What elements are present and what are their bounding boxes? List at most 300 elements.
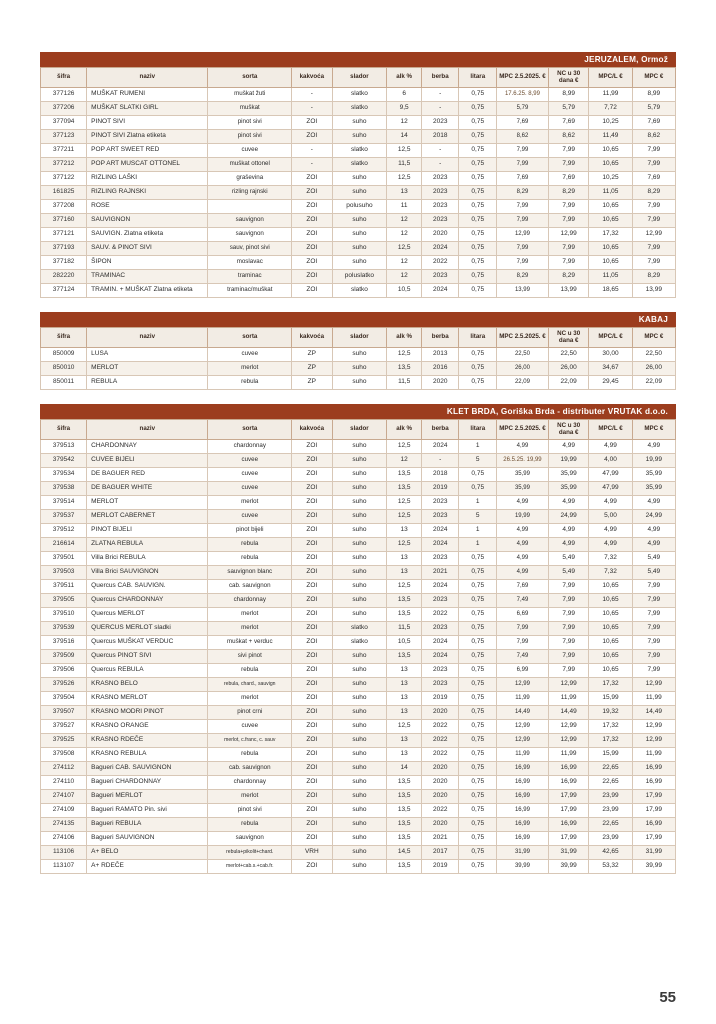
cell-sifra: 379538 — [41, 482, 87, 496]
cell-naziv: QUERCUS MERLOT sladki — [87, 622, 208, 636]
cell-kakvoca: ZOI — [292, 678, 332, 692]
column-header: slador — [332, 328, 387, 348]
cell-mpc: 17,99 — [632, 832, 675, 846]
table-row — [41, 720, 676, 734]
cell-kakvoca: - — [292, 88, 332, 102]
cell-kakvoca: ZOI — [292, 622, 332, 636]
cell-slador: suho — [332, 818, 387, 832]
cell-berba: 2020 — [421, 818, 459, 832]
cell-kakvoca: ZOI — [292, 116, 332, 130]
cell-naziv: SAUV. & PINOT SIVI — [87, 242, 208, 256]
cell-kakvoca: ZOI — [292, 482, 332, 496]
cell-mpcl: 15,99 — [589, 692, 632, 706]
section-title: KABAJ — [40, 312, 676, 327]
cell-kakvoca: ZOI — [292, 566, 332, 580]
cell-slador: poluslatko — [332, 270, 387, 284]
table-row — [41, 818, 676, 832]
column-header: MPC 2.5.2025. € — [497, 68, 549, 88]
cell-mpc: 7,99 — [632, 144, 675, 158]
cell-sorta: muškat + verduc — [208, 636, 292, 650]
cell-berba: 2022 — [421, 256, 459, 270]
cell-sifra: 377208 — [41, 200, 87, 214]
table-row — [41, 734, 676, 748]
cell-sorta: merlot — [208, 608, 292, 622]
cell-berba: 2023 — [421, 200, 459, 214]
cell-kakvoca: ZOI — [292, 552, 332, 566]
cell-naziv: Bagueri CAB. SAUVIGNON — [87, 762, 208, 776]
cell-litara: 5 — [459, 454, 497, 468]
cell-slador: suho — [332, 116, 387, 130]
cell-kakvoca: ZOI — [292, 734, 332, 748]
cell-berba: 2020 — [421, 776, 459, 790]
table-row — [41, 510, 676, 524]
cell-sifra: 379503 — [41, 566, 87, 580]
column-header: kakvoća — [292, 328, 332, 348]
cell-nc30: 7,99 — [548, 158, 588, 172]
cell-slador: suho — [332, 440, 387, 454]
cell-berba: 2023 — [421, 594, 459, 608]
cell-slador: suho — [332, 376, 387, 390]
cell-naziv: PINOT SIVI Zlatna etiketa — [87, 130, 208, 144]
cell-litara: 0,75 — [459, 214, 497, 228]
table-header-row — [41, 68, 676, 88]
cell-nc30: 5,49 — [548, 566, 588, 580]
column-header: naziv — [87, 328, 208, 348]
cell-sifra: 377121 — [41, 228, 87, 242]
table-row — [41, 566, 676, 580]
cell-berba: 2024 — [421, 284, 459, 298]
cell-kakvoca: ZOI — [292, 468, 332, 482]
cell-mpcl: 10,65 — [589, 664, 632, 678]
table-row — [41, 102, 676, 116]
cell-naziv: CHARDONNAY — [87, 440, 208, 454]
cell-slador: suho — [332, 538, 387, 552]
cell-sifra: 377193 — [41, 242, 87, 256]
cell-naziv: Bagueri RAMATO Pin. sivi — [87, 804, 208, 818]
cell-sorta: cuvee — [208, 720, 292, 734]
cell-mpcl: 47,99 — [589, 482, 632, 496]
cell-mpc: 16,99 — [632, 762, 675, 776]
cell-berba: - — [421, 144, 459, 158]
cell-litara: 0,75 — [459, 818, 497, 832]
price-table — [40, 327, 676, 390]
cell-sorta: sauvignon blanc — [208, 566, 292, 580]
cell-litara: 0,75 — [459, 468, 497, 482]
cell-nc30: 8,62 — [548, 130, 588, 144]
cell-slador: suho — [332, 832, 387, 846]
cell-mpcl: 10,65 — [589, 608, 632, 622]
cell-mpc: 7,99 — [632, 214, 675, 228]
cell-kakvoca: - — [292, 102, 332, 116]
cell-alk: 12,5 — [387, 580, 422, 594]
sections-container — [40, 52, 676, 874]
cell-alk: 14 — [387, 762, 422, 776]
cell-litara: 0,75 — [459, 734, 497, 748]
cell-litara: 0,75 — [459, 762, 497, 776]
table-row — [41, 158, 676, 172]
table-row — [41, 200, 676, 214]
cell-kakvoca: ZOI — [292, 242, 332, 256]
cell-sifra: 274135 — [41, 818, 87, 832]
cell-kakvoca: ZP — [292, 348, 332, 362]
cell-mpc_old: 7,99 — [497, 636, 549, 650]
cell-kakvoca: ZOI — [292, 228, 332, 242]
cell-naziv: PINOT BIJELI — [87, 524, 208, 538]
cell-mpc_old: 13,99 — [497, 284, 549, 298]
cell-sifra: 379510 — [41, 608, 87, 622]
cell-mpcl: 17,32 — [589, 720, 632, 734]
cell-slador: suho — [332, 482, 387, 496]
cell-litara: 0,75 — [459, 594, 497, 608]
cell-alk: 13 — [387, 748, 422, 762]
cell-berba: 2020 — [421, 762, 459, 776]
cell-naziv: MERLOT CABERNET — [87, 510, 208, 524]
cell-mpcl: 10,25 — [589, 116, 632, 130]
cell-slador: suho — [332, 748, 387, 762]
cell-naziv: POP ART SWEET RED — [87, 144, 208, 158]
table-row — [41, 636, 676, 650]
cell-slador: suho — [332, 692, 387, 706]
cell-berba: 2021 — [421, 566, 459, 580]
table-row — [41, 468, 676, 482]
cell-kakvoca: VRH — [292, 846, 332, 860]
cell-alk: 13 — [387, 734, 422, 748]
cell-mpc_old: 19,99 — [497, 510, 549, 524]
cell-naziv: LUSA — [87, 348, 208, 362]
cell-alk: 13,5 — [387, 362, 422, 376]
column-header: berba — [421, 328, 459, 348]
cell-sorta: pinot sivi — [208, 130, 292, 144]
cell-sorta: rebula — [208, 376, 292, 390]
cell-litara: 0,75 — [459, 776, 497, 790]
column-header: naziv — [87, 420, 208, 440]
cell-sifra: 850010 — [41, 362, 87, 376]
table-row — [41, 144, 676, 158]
cell-mpcl: 5,00 — [589, 510, 632, 524]
cell-slador: suho — [332, 650, 387, 664]
cell-sorta: chardonnay — [208, 776, 292, 790]
cell-sifra: 377123 — [41, 130, 87, 144]
cell-mpc: 7,99 — [632, 608, 675, 622]
cell-nc30: 7,99 — [548, 650, 588, 664]
cell-nc30: 7,99 — [548, 594, 588, 608]
cell-naziv: MUŠKAT RUMENI — [87, 88, 208, 102]
cell-mpc: 8,99 — [632, 88, 675, 102]
cell-nc30: 31,99 — [548, 846, 588, 860]
cell-slador: slatko — [332, 622, 387, 636]
page-number: 55 — [659, 989, 676, 1006]
cell-sorta: muškat ottonel — [208, 158, 292, 172]
column-header: NC u 30 dana € — [548, 420, 588, 440]
cell-mpcl: 10,65 — [589, 158, 632, 172]
cell-sorta: sauvignon — [208, 214, 292, 228]
cell-mpc_old: 16,99 — [497, 818, 549, 832]
cell-nc30: 8,29 — [548, 270, 588, 284]
table-header-row — [41, 328, 676, 348]
cell-mpcl: 47,99 — [589, 468, 632, 482]
cell-litara: 0,75 — [459, 130, 497, 144]
cell-mpc: 5,49 — [632, 552, 675, 566]
cell-mpc: 17,99 — [632, 790, 675, 804]
cell-sifra: 377160 — [41, 214, 87, 228]
cell-sorta: rebula — [208, 818, 292, 832]
table-row — [41, 440, 676, 454]
cell-naziv: RIZLING LAŠKI — [87, 172, 208, 186]
cell-sifra: 379534 — [41, 468, 87, 482]
cell-litara: 0,75 — [459, 860, 497, 874]
table-row — [41, 790, 676, 804]
table-row — [41, 256, 676, 270]
cell-mpcl: 23,99 — [589, 790, 632, 804]
section — [40, 312, 676, 390]
cell-naziv: Bagueri REBULA — [87, 818, 208, 832]
cell-mpc: 7,99 — [632, 650, 675, 664]
cell-mpc: 12,99 — [632, 734, 675, 748]
cell-slador: suho — [332, 664, 387, 678]
cell-mpc: 17,99 — [632, 804, 675, 818]
cell-slador: suho — [332, 608, 387, 622]
column-header: berba — [421, 420, 459, 440]
cell-litara: 0,75 — [459, 804, 497, 818]
cell-alk: 12 — [387, 454, 422, 468]
cell-naziv: A+ BELO — [87, 846, 208, 860]
cell-slador: suho — [332, 256, 387, 270]
cell-sorta: cuvee — [208, 468, 292, 482]
cell-berba: 2019 — [421, 860, 459, 874]
cell-mpc: 7,99 — [632, 594, 675, 608]
cell-sorta: merlot+cab.s.+cab.fr. — [208, 860, 292, 874]
cell-sorta: traminac/muškat — [208, 284, 292, 298]
cell-slador: suho — [332, 130, 387, 144]
table-row — [41, 172, 676, 186]
cell-mpc: 7,99 — [632, 256, 675, 270]
cell-sifra: 379501 — [41, 552, 87, 566]
cell-alk: 12,5 — [387, 720, 422, 734]
cell-mpc_old: 11,99 — [497, 692, 549, 706]
cell-mpcl: 11,05 — [589, 186, 632, 200]
cell-nc30: 4,99 — [548, 440, 588, 454]
cell-mpc_old: 7,99 — [497, 158, 549, 172]
cell-alk: 12,5 — [387, 538, 422, 552]
cell-sorta: cuvee — [208, 348, 292, 362]
cell-kakvoca: ZOI — [292, 720, 332, 734]
cell-litara: 0,75 — [459, 552, 497, 566]
cell-nc30: 8,29 — [548, 186, 588, 200]
column-header: litara — [459, 68, 497, 88]
cell-alk: 6 — [387, 88, 422, 102]
cell-litara: 0,75 — [459, 242, 497, 256]
cell-mpc_old: 7,99 — [497, 256, 549, 270]
cell-naziv: Villa Brici REBULA — [87, 552, 208, 566]
cell-litara: 1 — [459, 538, 497, 552]
column-header: MPC/L € — [589, 328, 632, 348]
cell-mpc: 12,99 — [632, 678, 675, 692]
cell-alk: 12,5 — [387, 242, 422, 256]
cell-alk: 12 — [387, 270, 422, 284]
cell-nc30: 12,99 — [548, 734, 588, 748]
cell-sifra: 274110 — [41, 776, 87, 790]
cell-mpc_old: 7,69 — [497, 172, 549, 186]
cell-kakvoca: ZOI — [292, 594, 332, 608]
cell-berba: 2018 — [421, 130, 459, 144]
cell-sorta: muškat — [208, 102, 292, 116]
cell-slador: suho — [332, 734, 387, 748]
cell-kakvoca: ZOI — [292, 580, 332, 594]
cell-sifra: 377126 — [41, 88, 87, 102]
cell-sorta: pinot crni — [208, 706, 292, 720]
cell-alk: 11,5 — [387, 622, 422, 636]
cell-naziv: TRAMINAC — [87, 270, 208, 284]
cell-sifra: 379542 — [41, 454, 87, 468]
cell-sorta: sauvignon — [208, 228, 292, 242]
cell-kakvoca: ZOI — [292, 200, 332, 214]
cell-litara: 0,75 — [459, 608, 497, 622]
cell-slador: suho — [332, 552, 387, 566]
cell-berba: 2013 — [421, 348, 459, 362]
cell-nc30: 7,99 — [548, 608, 588, 622]
cell-sifra: 850009 — [41, 348, 87, 362]
cell-litara: 0,75 — [459, 158, 497, 172]
cell-nc30: 12,99 — [548, 678, 588, 692]
cell-sifra: 379516 — [41, 636, 87, 650]
cell-litara: 0,75 — [459, 88, 497, 102]
table-row — [41, 748, 676, 762]
section — [40, 404, 676, 874]
cell-alk: 13 — [387, 692, 422, 706]
cell-berba: 2023 — [421, 510, 459, 524]
table-row — [41, 832, 676, 846]
cell-kakvoca: ZOI — [292, 706, 332, 720]
cell-slador: suho — [332, 846, 387, 860]
cell-naziv: Villa Brici SAUVIGNON — [87, 566, 208, 580]
cell-sifra: 377182 — [41, 256, 87, 270]
cell-berba: - — [421, 102, 459, 116]
cell-alk: 13 — [387, 706, 422, 720]
cell-mpc_old: 12,99 — [497, 720, 549, 734]
cell-kakvoca: ZP — [292, 362, 332, 376]
cell-naziv: KRASNO BELO — [87, 678, 208, 692]
cell-naziv: Quercus PINOT SIVI — [87, 650, 208, 664]
cell-nc30: 22,50 — [548, 348, 588, 362]
cell-slador: suho — [332, 496, 387, 510]
price-table — [40, 67, 676, 298]
price-table — [40, 419, 676, 874]
cell-mpc: 35,99 — [632, 468, 675, 482]
cell-litara: 0,75 — [459, 706, 497, 720]
cell-alk: 12,5 — [387, 440, 422, 454]
cell-sifra: 379513 — [41, 440, 87, 454]
table-row — [41, 454, 676, 468]
table-row — [41, 776, 676, 790]
cell-mpcl: 23,99 — [589, 804, 632, 818]
cell-mpcl: 10,65 — [589, 200, 632, 214]
cell-mpcl: 22,65 — [589, 776, 632, 790]
cell-kakvoca: ZOI — [292, 608, 332, 622]
cell-nc30: 12,99 — [548, 228, 588, 242]
cell-litara: 0,75 — [459, 376, 497, 390]
cell-mpc_old: 7,99 — [497, 622, 549, 636]
cell-kakvoca: ZOI — [292, 776, 332, 790]
cell-mpc: 8,29 — [632, 270, 675, 284]
cell-slador: polusuho — [332, 200, 387, 214]
cell-litara: 1 — [459, 496, 497, 510]
cell-nc30: 7,69 — [548, 172, 588, 186]
column-header: slador — [332, 420, 387, 440]
cell-berba: 2023 — [421, 664, 459, 678]
cell-mpc: 7,69 — [632, 172, 675, 186]
cell-mpc_old: 16,99 — [497, 776, 549, 790]
cell-mpc_old: 8,29 — [497, 270, 549, 284]
cell-sifra: 379514 — [41, 496, 87, 510]
table-row — [41, 706, 676, 720]
cell-nc30: 24,99 — [548, 510, 588, 524]
table-row — [41, 762, 676, 776]
cell-sorta: cuvee — [208, 454, 292, 468]
cell-slador: suho — [332, 790, 387, 804]
cell-nc30: 17,99 — [548, 804, 588, 818]
cell-berba: 2024 — [421, 242, 459, 256]
cell-berba: 2024 — [421, 524, 459, 538]
cell-sifra: 850011 — [41, 376, 87, 390]
cell-berba: - — [421, 158, 459, 172]
cell-kakvoca: ZOI — [292, 256, 332, 270]
cell-kakvoca: ZOI — [292, 636, 332, 650]
cell-alk: 13 — [387, 552, 422, 566]
cell-litara: 0,75 — [459, 256, 497, 270]
cell-nc30: 16,99 — [548, 776, 588, 790]
cell-sorta: muškat žuti — [208, 88, 292, 102]
cell-naziv: KRASNO ORANGE — [87, 720, 208, 734]
cell-sorta: merlot — [208, 362, 292, 376]
cell-slador: suho — [332, 594, 387, 608]
column-header: šifra — [41, 420, 87, 440]
cell-berba: 2016 — [421, 362, 459, 376]
cell-sorta: pinot bijeli — [208, 524, 292, 538]
cell-naziv: ŠIPON — [87, 256, 208, 270]
cell-mpcl: 4,99 — [589, 440, 632, 454]
cell-alk: 12,5 — [387, 348, 422, 362]
cell-mpcl: 23,99 — [589, 832, 632, 846]
cell-mpc_old: 35,99 — [497, 468, 549, 482]
cell-alk: 11 — [387, 200, 422, 214]
cell-mpc: 11,99 — [632, 748, 675, 762]
cell-sifra: 379508 — [41, 748, 87, 762]
cell-mpcl: 10,65 — [589, 622, 632, 636]
table-row — [41, 622, 676, 636]
cell-berba: 2022 — [421, 804, 459, 818]
cell-kakvoca: ZOI — [292, 538, 332, 552]
cell-kakvoca: ZOI — [292, 172, 332, 186]
column-header: sorta — [208, 420, 292, 440]
cell-alk: 12,5 — [387, 510, 422, 524]
cell-sorta: cuvee — [208, 510, 292, 524]
cell-mpc_old: 26.5.25. 19,99 — [497, 454, 549, 468]
cell-berba: 2023 — [421, 186, 459, 200]
cell-litara: 0,75 — [459, 102, 497, 116]
cell-mpc_old: 22,50 — [497, 348, 549, 362]
cell-naziv: ROSE — [87, 200, 208, 214]
cell-berba: - — [421, 88, 459, 102]
cell-alk: 13,5 — [387, 776, 422, 790]
cell-mpc: 22,09 — [632, 376, 675, 390]
cell-mpcl: 30,00 — [589, 348, 632, 362]
cell-mpc: 11,99 — [632, 692, 675, 706]
cell-sorta: sivi pinot — [208, 650, 292, 664]
cell-sorta: cuvee — [208, 482, 292, 496]
cell-mpcl: 17,32 — [589, 678, 632, 692]
cell-slador: suho — [332, 186, 387, 200]
cell-nc30: 7,99 — [548, 622, 588, 636]
